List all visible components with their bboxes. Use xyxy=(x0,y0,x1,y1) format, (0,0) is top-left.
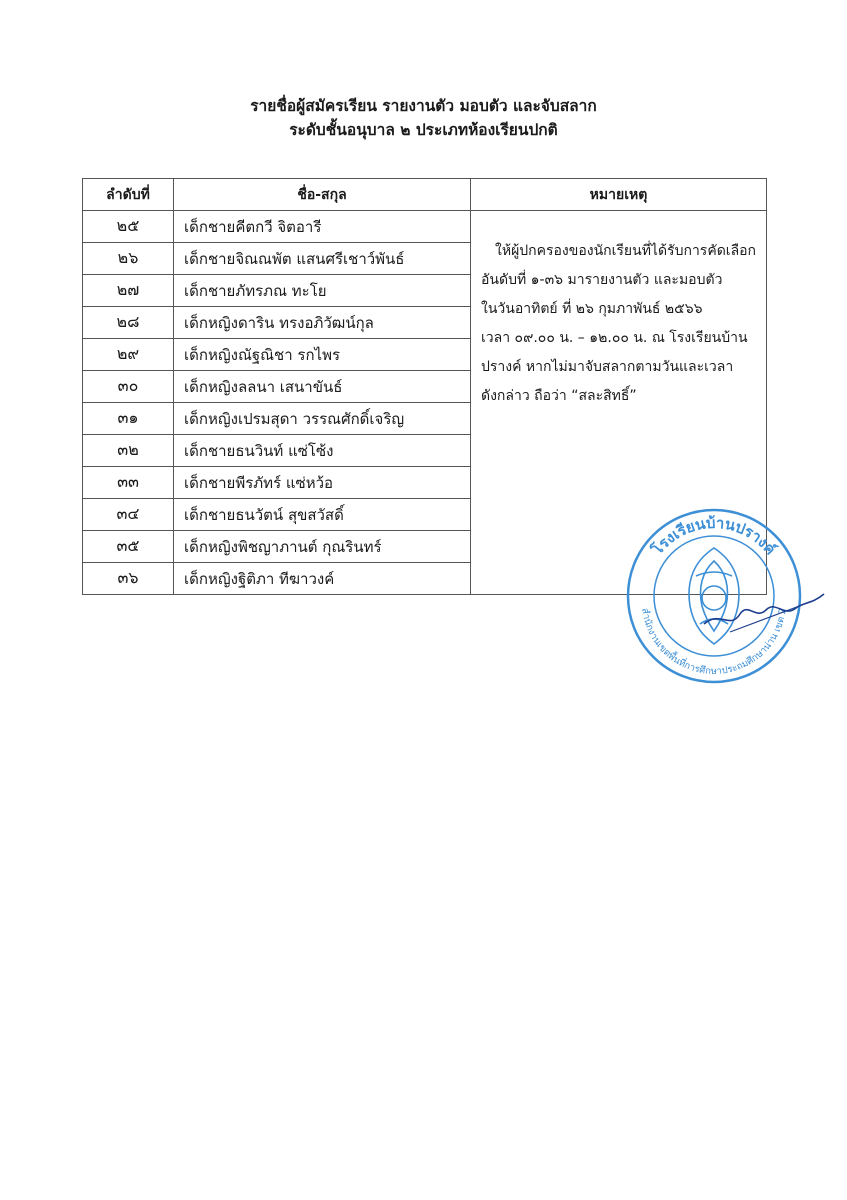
title-line-1: รายชื่อผู้สมัครเรียน รายงานตัว มอบตัว และจับสลาก xyxy=(250,97,597,115)
row-name: เด็กชายภัทรภณ ทะโย xyxy=(174,275,471,307)
row-name: เด็กชายธนวินท์ แซ่โซ้ง xyxy=(174,435,471,467)
row-number: ๓๓ xyxy=(83,467,174,499)
table-row xyxy=(83,211,767,243)
remarks-line: ปรางค์ หากไม่มาจับสลากตามวันและเวลา xyxy=(481,359,734,375)
seal-bottom-text: สำนักงานเขตพื้นที่การศึกษาประถมศึกษาน่าน เขต 2 xyxy=(639,607,789,678)
signature-icon xyxy=(700,580,830,640)
row-number: ๒๘ xyxy=(83,307,174,339)
row-name: เด็กหญิงลลนา เสนาขันธ์ xyxy=(174,371,471,403)
page-title xyxy=(0,94,847,142)
row-number: ๒๙ xyxy=(83,339,174,371)
remarks-line: เวลา ๐๙.๐๐ น. – ๑๒.๐๐ น. ณ โรงเรียนบ้าน xyxy=(481,330,748,346)
header-name: ชื่อ-สกุล xyxy=(174,179,471,211)
title-line-2: ระดับชั้นอนุบาล ๒ ประเภทห้องเรียนปกติ xyxy=(289,121,558,139)
header-note: หมายเหตุ xyxy=(471,179,767,211)
row-number: ๓๒ xyxy=(83,435,174,467)
row-number: ๒๖ xyxy=(83,243,174,275)
row-name: เด็กหญิงดาริน ทรงอภิวัฒน์กุล xyxy=(174,307,471,339)
row-name: เด็กหญิงณัฐณิชา รกไพร xyxy=(174,339,471,371)
row-name: เด็กชายพีรภัทร์ แซ่หว้อ xyxy=(174,467,471,499)
seal-top-text: โรงเรียนบ้านปรางค์ xyxy=(648,513,780,559)
row-name: เด็กหญิงเปรมสุดา วรรณศักดิ์เจริญ xyxy=(174,403,471,435)
row-name: เด็กชายคีตกวี จิตอารี xyxy=(174,211,471,243)
row-number: ๒๕ xyxy=(83,211,174,243)
remarks-line: ให้ผู้ปกครองของนักเรียนที่ได้รับการคัดเลือก xyxy=(495,243,757,259)
row-name: เด็กชายจิณณพัต แสนศรีเชาว์พันธ์ xyxy=(174,243,471,275)
table-header-row xyxy=(83,179,767,211)
remarks-line: ดังกล่าว ถือว่า “สละสิทธิ์” xyxy=(481,388,637,404)
row-name: เด็กหญิงฐิติภา ทีฆาวงค์ xyxy=(174,563,471,595)
row-name: เด็กชายธนวัตน์ สุขสวัสดิ์ xyxy=(174,499,471,531)
remarks-line: ในวันอาทิตย์ ที่ ๒๖ กุมภาพันธ์ ๒๕๖๖ xyxy=(481,301,703,317)
header-no: ลำดับที่ xyxy=(83,179,174,211)
row-number: ๓๐ xyxy=(83,371,174,403)
row-name: เด็กหญิงพิชญาภานต์ กุณรินทร์ xyxy=(174,531,471,563)
remarks-line: อันดับที่ ๑-๓๖ มารายงานตัว และมอบตัว xyxy=(481,272,723,288)
row-number: ๒๗ xyxy=(83,275,174,307)
row-number: ๓๑ xyxy=(83,403,174,435)
row-number: ๓๖ xyxy=(83,563,174,595)
row-number: ๓๕ xyxy=(83,531,174,563)
row-number: ๓๔ xyxy=(83,499,174,531)
